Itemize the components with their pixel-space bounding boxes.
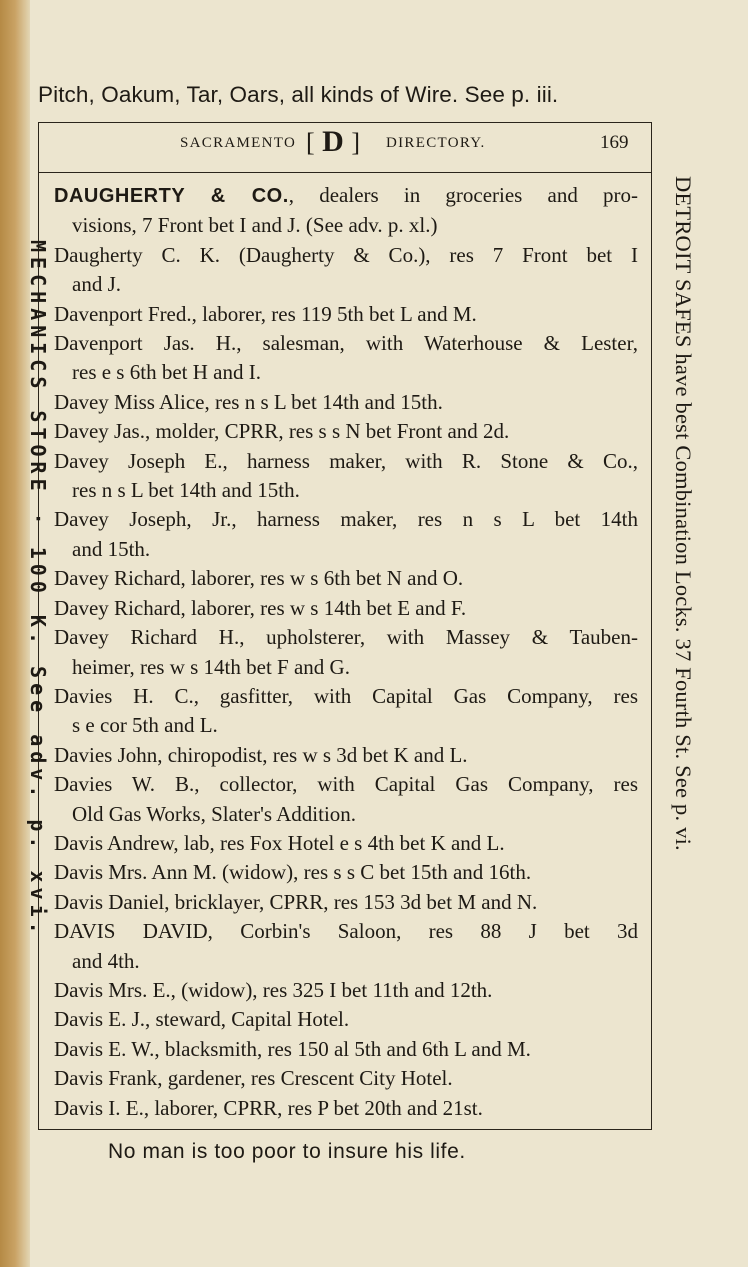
directory-entry [54, 447, 638, 506]
entry-continuation-line: res n s L bet 14th and 15th. [72, 478, 300, 503]
directory-entry [54, 888, 638, 917]
header-rule [38, 172, 652, 173]
entry-line: Davis Daniel, bricklayer, CPRR, res 153 3d bet M and N. [54, 889, 538, 914]
directory-entry [54, 1035, 638, 1064]
entry-continuation-line: visions, 7 Front bet I and J. (See adv. p. xl.) [72, 213, 438, 238]
entry-line: Davey Richard H., upholsterer, with Massey & Tauben- [54, 625, 638, 650]
directory-entry [54, 1064, 638, 1093]
entry-line: Davey Joseph E., harness maker, with R. Stone & Co., [54, 448, 638, 473]
entry-continuation-line: s e cor 5th and L. [72, 713, 218, 738]
running-head-city: SACRAMENTO [180, 135, 297, 151]
directory-entry [54, 1094, 638, 1123]
bracket-open: [ [306, 128, 315, 157]
directory-entry [54, 741, 638, 770]
running-head-letter [306, 125, 360, 165]
directory-entry [54, 623, 638, 682]
entry-line: DAVIS DAVID, Corbin's Saloon, res 88 J bet 3d [54, 919, 638, 944]
entry-line: Davey Richard, laborer, res w s 6th bet N and O. [54, 566, 464, 591]
entry-line: Davis E. W., blacksmith, res 150 al 5th and 6th L and M. [54, 1036, 531, 1061]
entry-line: Davis Mrs. Ann M. (widow), res s s C bet 15th and 16th. [54, 860, 532, 885]
entry-continuation-line: and 4th. [72, 948, 140, 973]
directory-entries [54, 181, 638, 1123]
entry-continuation-line: and J. [72, 272, 121, 297]
running-head-title: DIRECTORY. [386, 135, 486, 151]
entry-line: Davis Mrs. E., (widow), res 325 I bet 11th and 12th. [54, 977, 493, 1002]
top-advertisement: Pitch, Oakum, Tar, Oars, all kinds of Wire. See p. iii. [38, 82, 559, 107]
entry-continuation-line: res e s 6th bet H and I. [72, 360, 261, 385]
directory-entry [54, 594, 638, 623]
entry-line: DAUGHERTY & CO., dealers in groceries and pro- [54, 183, 639, 207]
bottom-advertisement: No man is too poor to insure his life. [108, 1140, 466, 1163]
entry-line: Davies W. B., collector, with Capital Gas Company, res [54, 772, 638, 797]
directory-entry [54, 976, 638, 1005]
entry-line: Davenport Jas. H., salesman, with Waterhouse & Lester, [54, 331, 638, 356]
entry-continuation-line: Old Gas Works, Slater's Addition. [72, 801, 357, 826]
directory-entry [54, 770, 638, 829]
directory-entry [54, 388, 638, 417]
entry-line: Davenport Fred., laborer, res 119 5th bet L and M. [54, 301, 477, 326]
entry-line: Daugherty C. K. (Daugherty & Co.), res 7 Front bet I [54, 242, 638, 267]
directory-entry [54, 329, 638, 388]
page-number: 169 [600, 132, 629, 153]
directory-entry [54, 564, 638, 593]
right-margin-ad-text: DETROIT SAFES have best Combination Locks. 37 Fourth St. See p. vi. [671, 176, 696, 851]
directory-entry [54, 1005, 638, 1034]
section-letter: D [322, 125, 344, 158]
entry-business-name: DAUGHERTY & CO. [54, 185, 289, 207]
directory-entry [54, 300, 638, 329]
directory-entry [54, 858, 638, 887]
directory-entry [54, 682, 638, 741]
directory-entry [54, 917, 638, 976]
entry-line: Davey Jas., molder, CPRR, res s s N bet Front and 2d. [54, 419, 510, 444]
directory-entry [54, 417, 638, 446]
directory-entry [54, 181, 638, 241]
entry-line: Davies H. C., gasfitter, with Capital Gas Company, res [54, 683, 638, 708]
entry-line: Davey Joseph, Jr., harness maker, res n s L bet 14th [54, 507, 638, 532]
entry-line: Davis E. J., steward, Capital Hotel. [54, 1007, 350, 1032]
directory-entry [54, 241, 638, 300]
directory-entry [54, 829, 638, 858]
entry-line: Davies John, chiropodist, res w s 3d bet K and L. [54, 742, 468, 767]
directory-entry [54, 505, 638, 564]
entry-line: Davey Richard, laborer, res w s 14th bet E and F. [54, 595, 467, 620]
entry-line: Davis Frank, gardener, res Crescent City Hotel. [54, 1066, 453, 1091]
entry-line: Davis Andrew, lab, res Fox Hotel e s 4th bet K and L. [54, 830, 505, 855]
entry-continuation-line: heimer, res w s 14th bet F and G. [72, 654, 350, 679]
entry-line: Davis I. E., laborer, CPRR, res P bet 20th and 21st. [54, 1095, 483, 1120]
bracket-close: ] [351, 128, 361, 157]
entry-line: Davey Miss Alice, res n s L bet 14th and 15th. [54, 389, 443, 414]
entry-continuation-line: and 15th. [72, 536, 151, 561]
left-margin-ad-text: MECHANICS STORE · 100 K. See adv. p. xvi. [26, 240, 50, 939]
